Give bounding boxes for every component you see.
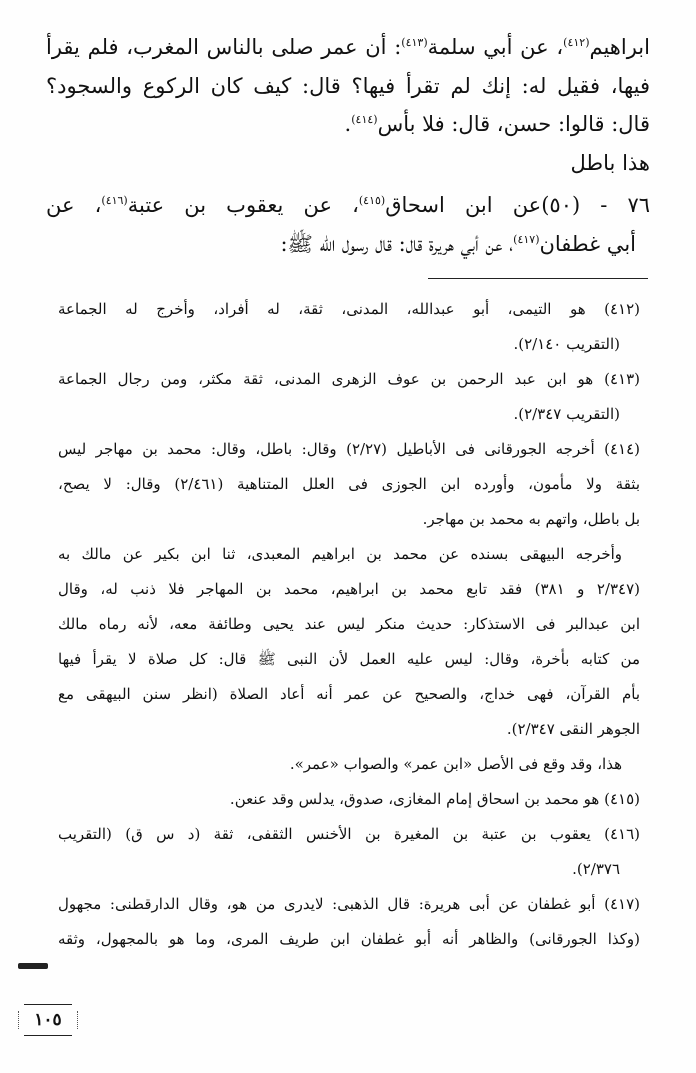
text-span: ، عن يعقوب بن عتبة [127,193,359,217]
footnote-417-line-2: (وكذا الجورقانى) والظاهر أنه أبو غطفان ابن طريف المرى، وما هو بالمجهول، وثقه [58,930,640,948]
text-span: . [344,112,352,136]
text-span: أبي غطفان [539,231,636,256]
main-line-3 [46,105,650,144]
ink-mark [18,963,48,969]
footnote-414-line-3: بل باطل، واتهم به محمد بن مهاجر. [422,510,640,528]
text-span: ، عن أبي سلمة [427,35,564,59]
footnote-414-line-5: (٢/٣٤٧ و ٣٨١) فقد تابع محمد بن ابراهيم، محمد بن المهاجر فلا ذنب له، وقال [58,580,640,598]
footnote-412-line-2: (التقريب ٢/١٤٠). [513,335,620,353]
footnote-414-line-8: بأم القرآن، فهى خداج، والصحيح عن عمر أنه أعاد الصلاة (انظر سنن البيهقى مع [58,685,640,703]
hadith-line-2 [46,225,650,264]
footnote-ref-412: (٤١٢) [563,36,590,49]
hadith-number: ٧٦ - (٥٠) [541,193,650,217]
footnote-414-line-2: بثقة ولا مأمون، وأورده ابن الجوزى فى العلل المتناهية (٢/٤٦١) وقال: لا يصح، [58,475,640,493]
footnote-ref-417: (٤١٧) [513,232,540,246]
footnote-414-line-9: الجوهر النقى ٢/٣٤٧). [506,720,640,738]
footnote-414-line-6: ابن عبدالبر فى الاستذكار: حديث منكر ليس عند يحيى وطائفة معه، لأنه رماه مالك [58,615,640,633]
page-number: ١٠٥ [24,1004,72,1036]
main-line-2: فيها، فقيل له: إنك لم تقرأ فيها؟ قال: كيف كان الركوع والسجود؟ [46,73,650,98]
main-line-1 [46,28,650,67]
footnote-ref-413: (٤١٣) [401,36,428,49]
text-span: : أن عمر صلى بالناس المغرب، فلم يقرأ [46,35,402,59]
text-span: ، عن أبي هريرة قال: قال رسول الله ﷺ: [280,231,514,256]
hadith-line-1 [46,186,650,225]
footnote-416-line-2: ٢/٣٧٦). [572,860,620,878]
footnote-414-line-7: من كتابه بأخرة، وقال: ليس عليه العمل لأن النبى ﷺ قال: كل صلاة لا يقرأ فيها [58,650,640,668]
text-span: قال: قالوا: حسن، قال: فلا بأس [377,112,650,136]
footnote-ref-416: (٤١٦) [101,194,128,207]
footnote-417-line-1: (٤١٧) أبو غطفان عن أبى هريرة: قال الذهبى: لايدرى من هو، وقال الدارقطنى: مجهول [58,895,640,913]
footnote-416-line-1: (٤١٦) يعقوب بن عتبة بن المغيرة بن الأخنس الثقفى، ثقة (د س ق) (التقريب [58,825,640,843]
footnote-413-line-1: (٤١٣) هو ابن عبد الرحمن بن عوف الزهرى المدنى، ثقة مكثر، ومن رجال الجماعة [58,370,640,388]
footnote-ref-415: (٤١٥) [358,194,386,207]
footnote-412-line-1: (٤١٢) هو التيمى، أبو عبدالله، المدنى، ثقة، له أفراد، وأخرج له الجماعة [58,300,640,318]
footnote-413-line-2: (التقريب ٢/٣٤٧). [513,405,620,423]
footnote-414-line-1: (٤١٤) أخرجه الجورقانى فى الأباطيل (٢/٢٧) وقال: باطل، وقال: محمد بن مهاجر ليس [58,440,640,458]
main-text [46,28,650,263]
text-span: ، عن [46,193,102,217]
footnotes [58,292,640,957]
footnote-414-line-4: وأخرجه البيهقى بسنده عن محمد بن ابراهيم المعبدى، ثنا ابن بكير عن مالك به [58,545,622,563]
verdict: هذا باطل [570,150,650,175]
text-span: عن ابن اسحاق [385,193,542,217]
footnote-divider [428,278,648,279]
footnote-415: (٤١٥) هو محمد بن اسحاق إمام المغازى، صدوق، يدلس وقد عنعن. [229,790,640,808]
footnote-ref-414: (٤١٤) [351,113,378,126]
text-span: ابراهيم [589,35,650,59]
footnote-414-line-10: هذا، وقد وقع فى الأصل «ابن عمر» والصواب «عمر». [289,755,622,773]
